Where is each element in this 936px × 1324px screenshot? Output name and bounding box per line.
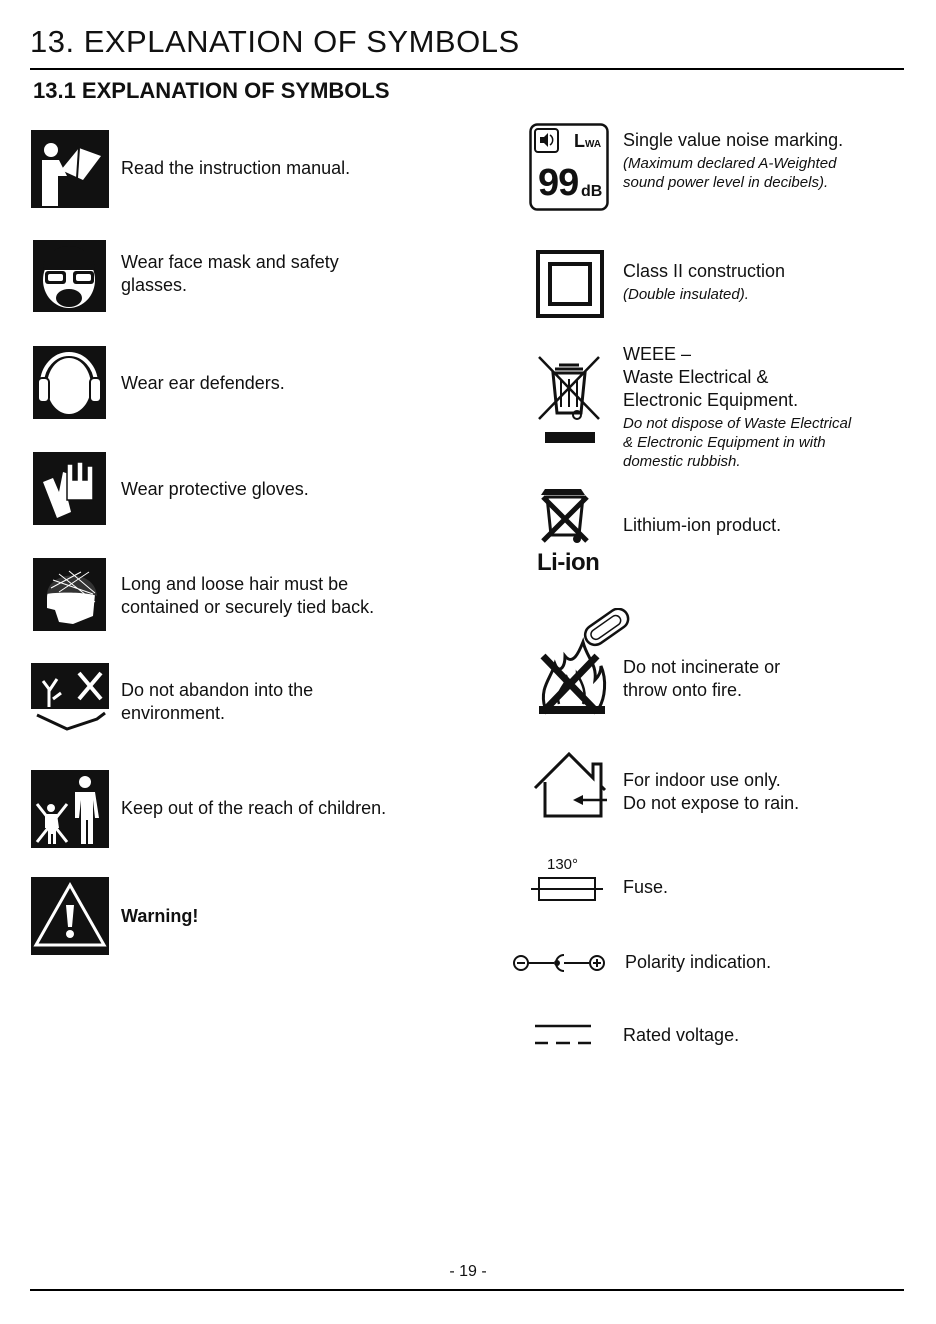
- fuse-icon: [531, 856, 603, 906]
- symbol-text-rated-voltage: Rated voltage.: [623, 1025, 740, 1045]
- symbol-text-hair: Long and loose hair must be contained or securely tied back.: [121, 574, 375, 617]
- noise-value: 99: [538, 162, 579, 204]
- class-ii-icon: [536, 250, 604, 323]
- read-manual-icon: [31, 130, 109, 213]
- symbol-text-noise: Single value noise marking. (Maximum declared A-Weighted sound power level in decibels).: [623, 130, 844, 191]
- noise-marking-icon: [529, 123, 609, 211]
- symbol-text-environment: Do not abandon into the environment.: [121, 680, 314, 723]
- symbol-text-face-mask: Wear face mask and safety glasses.: [121, 252, 339, 295]
- li-ion-label: Li-ion: [537, 549, 600, 576]
- symbol-text-gloves: Wear protective gloves.: [121, 479, 309, 499]
- title-rule: [30, 68, 904, 70]
- face-mask-glasses-icon: [33, 240, 106, 317]
- environment-icon: [31, 663, 109, 745]
- children-icon: [31, 770, 109, 853]
- symbol-text-li-ion: Lithium-ion product.: [623, 515, 782, 535]
- weee-icon: [537, 355, 601, 450]
- ear-defenders-icon: [33, 346, 106, 424]
- lithium-ion-icon: [535, 483, 605, 578]
- warning-icon: [31, 877, 109, 960]
- fuse-rating: 130°: [547, 856, 579, 873]
- page-title: 13. EXPLANATION OF SYMBOLS: [30, 24, 520, 59]
- symbol-text-fuse: Fuse.: [623, 877, 669, 897]
- symbol-text-ear-defenders: Wear ear defenders.: [121, 373, 285, 393]
- rated-voltage-icon: [534, 1023, 592, 1052]
- lwa-label: L: [574, 131, 585, 151]
- indoor-use-icon: [533, 752, 609, 825]
- symbol-text-indoor: For indoor use only. Do not expose to rain.: [623, 770, 800, 813]
- lwa-subscript: WA: [585, 139, 602, 150]
- symbol-text-class-ii: Class II construction (Double insulated).: [623, 261, 786, 303]
- symbol-text-no-fire: Do not incinerate or throw onto fire.: [623, 657, 781, 700]
- symbol-text-weee: WEEE – Waste Electrical & Electronic Equipment. Do not dispose of Waste Electrical & Electronic Equipment in with domestic rubbish.: [623, 344, 852, 470]
- footer-rule: [30, 1289, 904, 1291]
- protective-gloves-icon: [33, 452, 106, 530]
- hair-net-icon: [33, 558, 106, 636]
- symbol-text-read-manual: Read the instruction manual.: [121, 158, 351, 178]
- symbol-text-polarity: Polarity indication.: [625, 952, 772, 972]
- symbol-text-warning: Warning!: [121, 906, 199, 926]
- polarity-icon: [512, 952, 606, 979]
- section-heading: 13.1 EXPLANATION OF SYMBOLS: [33, 78, 390, 103]
- symbol-text-children: Keep out of the reach of children.: [121, 798, 387, 818]
- noise-unit: dB: [581, 183, 603, 200]
- page-number: - 19 -: [449, 1263, 487, 1280]
- no-fire-icon: [535, 608, 637, 723]
